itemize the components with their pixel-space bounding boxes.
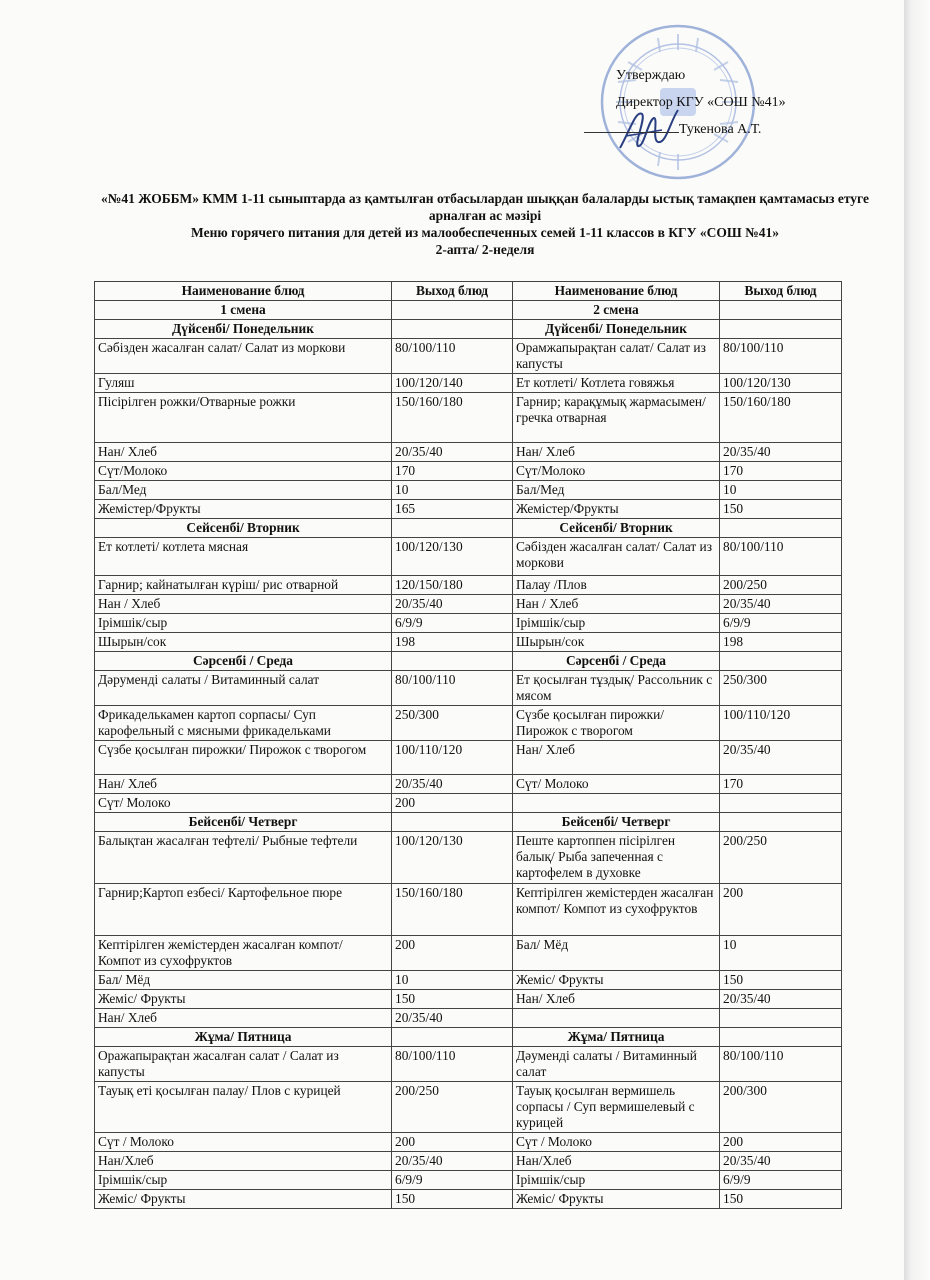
day-left-monday: Дүйсенбі/ Понедельник xyxy=(95,320,392,339)
day-blank-left xyxy=(392,1028,513,1047)
portion-shift1: 80/100/110 xyxy=(392,1047,513,1082)
portion-shift2 xyxy=(720,1009,842,1028)
day-blank-left xyxy=(392,652,513,671)
day-blank-left xyxy=(392,813,513,832)
dish-shift1: Жеміс/ Фрукты xyxy=(95,1190,392,1209)
header-portion-2: Выход блюд xyxy=(720,282,842,301)
title-russian: Меню горячего питания для детей из малообеспеченных семей 1-11 классов в КГУ «СОШ №41» xyxy=(191,225,779,240)
portion-shift1: 100/120/130 xyxy=(392,832,513,884)
dish-shift1: Нан/Хлеб xyxy=(95,1152,392,1171)
portion-shift1: 165 xyxy=(392,500,513,519)
portion-shift2: 10 xyxy=(720,936,842,971)
approver-position: Директор КГУ «СОШ №41» xyxy=(616,95,786,110)
dish-shift2: Нан/ Хлеб xyxy=(513,741,720,775)
menu-row xyxy=(95,614,842,633)
portion-shift2: 150 xyxy=(720,500,842,519)
portion-shift2: 100/120/130 xyxy=(720,374,842,393)
approver-name: Тукенова А.Т. xyxy=(679,122,762,137)
menu-row xyxy=(95,1190,842,1209)
portion-shift2: 200/300 xyxy=(720,1082,842,1133)
signature-underline xyxy=(584,122,679,133)
portion-shift1: 20/35/40 xyxy=(392,595,513,614)
day-left-tuesday: Сейсенбі/ Вторник xyxy=(95,519,392,538)
portion-shift1: 150 xyxy=(392,1190,513,1209)
scan-edge-shadow xyxy=(904,0,930,1280)
menu-row xyxy=(95,339,842,374)
menu-row xyxy=(95,741,842,775)
menu-row xyxy=(95,1009,842,1028)
menu-row xyxy=(95,990,842,1009)
portion-shift2: 20/35/40 xyxy=(720,595,842,614)
portion-shift1: 200 xyxy=(392,794,513,813)
day-blank-right xyxy=(720,519,842,538)
dish-shift2: Тауық қосылған вермишель сорпасы / Суп вермишелевый с курицей xyxy=(513,1082,720,1133)
menu-row xyxy=(95,500,842,519)
dish-shift1: Балықтан жасалған тефтелі/ Рыбные тефтели xyxy=(95,832,392,884)
dish-shift2: Жемістер/Фрукты xyxy=(513,500,720,519)
dish-shift1: Сүт / Молоко xyxy=(95,1133,392,1152)
dish-shift1: Ірімшік/сыр xyxy=(95,614,392,633)
portion-shift2 xyxy=(720,794,842,813)
menu-row xyxy=(95,971,842,990)
menu-table-body xyxy=(95,282,842,1209)
day-right-tuesday: Сейсенбі/ Вторник xyxy=(513,519,720,538)
menu-row xyxy=(95,462,842,481)
menu-row xyxy=(95,393,842,443)
portion-shift1: 198 xyxy=(392,633,513,652)
menu-row xyxy=(95,595,842,614)
dish-shift2: Сүзбе қосылған пирожки/ Пирожок с творогом xyxy=(513,706,720,741)
portion-shift1: 120/150/180 xyxy=(392,576,513,595)
portion-shift2: 198 xyxy=(720,633,842,652)
day-blank-right xyxy=(720,652,842,671)
header-dish-2: Наименование блюд xyxy=(513,282,720,301)
portion-shift1: 6/9/9 xyxy=(392,1171,513,1190)
shift-row xyxy=(95,301,842,320)
portion-shift1: 80/100/110 xyxy=(392,671,513,706)
dish-shift2: Палау /Плов xyxy=(513,576,720,595)
dish-shift1: Ет котлеті/ котлета мясная xyxy=(95,538,392,576)
menu-row xyxy=(95,443,842,462)
shift-2: 2 смена xyxy=(513,301,720,320)
portion-shift2: 20/35/40 xyxy=(720,1152,842,1171)
portion-shift2: 20/35/40 xyxy=(720,990,842,1009)
dish-shift2: Дәуменді салаты / Витаминный салат xyxy=(513,1047,720,1082)
header-row xyxy=(95,282,842,301)
portion-shift1: 100/120/130 xyxy=(392,538,513,576)
menu-row xyxy=(95,374,842,393)
dish-shift2: Ет қосылған тұздық/ Рассольник с мясом xyxy=(513,671,720,706)
day-header-row xyxy=(95,320,842,339)
portion-shift1: 20/35/40 xyxy=(392,1009,513,1028)
day-header-row xyxy=(95,1028,842,1047)
dish-shift2: Нан/ Хлеб xyxy=(513,443,720,462)
menu-row xyxy=(95,832,842,884)
day-blank-left xyxy=(392,519,513,538)
dish-shift2 xyxy=(513,1009,720,1028)
portion-shift2: 20/35/40 xyxy=(720,443,842,462)
menu-row xyxy=(95,1171,842,1190)
title-kazakh: «№41 ЖОББМ» КММ 1-11 сыныптарда аз қамтылған отбасылардан шыққан балаларды ыстық тамақпен қамтамасыз етуге арналған ас мәзірі xyxy=(101,191,869,223)
dish-shift2: Орамжапырақтан салат/ Салат из капусты xyxy=(513,339,720,374)
day-blank-right xyxy=(720,813,842,832)
menu-row xyxy=(95,1082,842,1133)
day-blank-left xyxy=(392,320,513,339)
portion-shift2: 100/110/120 xyxy=(720,706,842,741)
portion-shift2: 200 xyxy=(720,1133,842,1152)
menu-row xyxy=(95,481,842,500)
dish-shift2: Сүт/ Молоко xyxy=(513,775,720,794)
dish-shift1: Жемістер/Фрукты xyxy=(95,500,392,519)
portion-shift2: 170 xyxy=(720,462,842,481)
dish-shift2: Жеміс/ Фрукты xyxy=(513,1190,720,1209)
dish-shift2: Пеште картоппен пісірілген балық/ Рыба запеченная с картофелем в духовке xyxy=(513,832,720,884)
portion-shift1: 20/35/40 xyxy=(392,443,513,462)
dish-shift1: Сүт/ Молоко xyxy=(95,794,392,813)
portion-shift2: 150 xyxy=(720,971,842,990)
dish-shift1: Ірімшік/сыр xyxy=(95,1171,392,1190)
header-dish-1: Наименование блюд xyxy=(95,282,392,301)
dish-shift2: Ет котлеті/ Котлета говяжья xyxy=(513,374,720,393)
header-portion-1: Выход блюд xyxy=(392,282,513,301)
menu-row xyxy=(95,1047,842,1082)
portion-shift2: 6/9/9 xyxy=(720,1171,842,1190)
portion-shift2: 80/100/110 xyxy=(720,1047,842,1082)
dish-shift2: Кептірілген жемістерден жасалған компот/ Компот из сухофруктов xyxy=(513,884,720,936)
menu-row xyxy=(95,1152,842,1171)
portion-shift2: 6/9/9 xyxy=(720,614,842,633)
menu-row xyxy=(95,936,842,971)
portion-shift1: 6/9/9 xyxy=(392,614,513,633)
portion-shift1: 150/160/180 xyxy=(392,393,513,443)
dish-shift1: Гарнир; кайнатылған күріш/ рис отварной xyxy=(95,576,392,595)
dish-shift1: Сүт/Молоко xyxy=(95,462,392,481)
day-right-thursday: Бейсенбі/ Четверг xyxy=(513,813,720,832)
dish-shift1: Гуляш xyxy=(95,374,392,393)
menu-row xyxy=(95,775,842,794)
day-blank-right xyxy=(720,320,842,339)
dish-shift1: Тауық еті қосылған палау/ Плов с курицей xyxy=(95,1082,392,1133)
menu-table xyxy=(94,281,842,1209)
dish-shift2: Бал/Мед xyxy=(513,481,720,500)
title-week: 2-апта/ 2-неделя xyxy=(435,242,535,257)
menu-row xyxy=(95,884,842,936)
approval-label: Утверждаю xyxy=(616,68,686,83)
portion-shift1: 100/110/120 xyxy=(392,741,513,775)
dish-shift1: Бал/Мед xyxy=(95,481,392,500)
portion-shift1: 150/160/180 xyxy=(392,884,513,936)
portion-shift1: 20/35/40 xyxy=(392,775,513,794)
portion-shift1: 10 xyxy=(392,481,513,500)
day-blank-right xyxy=(720,1028,842,1047)
menu-row xyxy=(95,671,842,706)
dish-shift2: Шырын/сок xyxy=(513,633,720,652)
shift-1: 1 смена xyxy=(95,301,392,320)
portion-shift2: 150/160/180 xyxy=(720,393,842,443)
dish-shift1: Нан / Хлеб xyxy=(95,595,392,614)
document-title xyxy=(90,190,880,258)
portion-shift1: 100/120/140 xyxy=(392,374,513,393)
dish-shift2: Нан/ Хлеб xyxy=(513,990,720,1009)
dish-shift1: Гарнир;Картоп езбесі/ Картофельное пюре xyxy=(95,884,392,936)
portion-shift2: 200 xyxy=(720,884,842,936)
portion-shift2: 170 xyxy=(720,775,842,794)
dish-shift1: Нан/ Хлеб xyxy=(95,443,392,462)
shift-blank-2 xyxy=(720,301,842,320)
portion-shift2: 20/35/40 xyxy=(720,741,842,775)
day-right-friday: Жұма/ Пятница xyxy=(513,1028,720,1047)
dish-shift2: Сүт / Молоко xyxy=(513,1133,720,1152)
portion-shift2: 150 xyxy=(720,1190,842,1209)
dish-shift1: Жеміс/ Фрукты xyxy=(95,990,392,1009)
dish-shift1: Бал/ Мёд xyxy=(95,971,392,990)
portion-shift1: 150 xyxy=(392,990,513,1009)
portion-shift1: 250/300 xyxy=(392,706,513,741)
dish-shift2: Нан/Хлеб xyxy=(513,1152,720,1171)
day-left-thursday: Бейсенбі/ Четверг xyxy=(95,813,392,832)
dish-shift1: Сүзбе қосылған пирожки/ Пирожок с творогом xyxy=(95,741,392,775)
dish-shift1: Нан/ Хлеб xyxy=(95,1009,392,1028)
dish-shift2: Сүт/Молоко xyxy=(513,462,720,481)
day-header-row xyxy=(95,652,842,671)
menu-row xyxy=(95,633,842,652)
portion-shift1: 200/250 xyxy=(392,1082,513,1133)
dish-shift1: Дәруменді салаты / Витаминный салат xyxy=(95,671,392,706)
portion-shift2: 250/300 xyxy=(720,671,842,706)
day-right-wednesday: Сәрсенбі / Среда xyxy=(513,652,720,671)
portion-shift1: 200 xyxy=(392,1133,513,1152)
dish-shift2: Гарнир; карақұмық жармасымен/ гречка отварная xyxy=(513,393,720,443)
menu-row xyxy=(95,794,842,813)
menu-row xyxy=(95,538,842,576)
approval-block xyxy=(580,62,786,143)
approver-signature-line xyxy=(580,116,786,143)
dish-shift1: Сәбізден жасалған салат/ Салат из моркови xyxy=(95,339,392,374)
day-header-row xyxy=(95,813,842,832)
day-header-row xyxy=(95,519,842,538)
dish-shift2: Ірімшік/сыр xyxy=(513,1171,720,1190)
dish-shift2: Сәбізден жасалған салат/ Салат из моркови xyxy=(513,538,720,576)
portion-shift2: 80/100/110 xyxy=(720,339,842,374)
portion-shift1: 20/35/40 xyxy=(392,1152,513,1171)
menu-row xyxy=(95,576,842,595)
day-left-friday: Жұма/ Пятница xyxy=(95,1028,392,1047)
dish-shift1: Нан/ Хлеб xyxy=(95,775,392,794)
dish-shift1: Оражапырақтан жасалған салат / Салат из капусты xyxy=(95,1047,392,1082)
dish-shift1: Кептірілген жемістерден жасалған компот/ Компот из сухофруктов xyxy=(95,936,392,971)
portion-shift2: 10 xyxy=(720,481,842,500)
dish-shift2: Нан / Хлеб xyxy=(513,595,720,614)
portion-shift2: 200/250 xyxy=(720,576,842,595)
dish-shift1: Пісірілген рожки/Отварные рожки xyxy=(95,393,392,443)
dish-shift1: Фрикаделькамен картоп сорпасы/ Суп карофельный с мясными фрикадельками xyxy=(95,706,392,741)
dish-shift2: Ірімшік/сыр xyxy=(513,614,720,633)
day-right-monday: Дүйсенбі/ Понедельник xyxy=(513,320,720,339)
portion-shift2: 80/100/110 xyxy=(720,538,842,576)
dish-shift2: Бал/ Мёд xyxy=(513,936,720,971)
shift-blank-1 xyxy=(392,301,513,320)
portion-shift1: 170 xyxy=(392,462,513,481)
portion-shift1: 80/100/110 xyxy=(392,339,513,374)
day-left-wednesday: Сәрсенбі / Среда xyxy=(95,652,392,671)
portion-shift1: 10 xyxy=(392,971,513,990)
portion-shift1: 200 xyxy=(392,936,513,971)
dish-shift2: Жеміс/ Фрукты xyxy=(513,971,720,990)
menu-row xyxy=(95,1133,842,1152)
menu-row xyxy=(95,706,842,741)
dish-shift2 xyxy=(513,794,720,813)
portion-shift2: 200/250 xyxy=(720,832,842,884)
dish-shift1: Шырын/сок xyxy=(95,633,392,652)
